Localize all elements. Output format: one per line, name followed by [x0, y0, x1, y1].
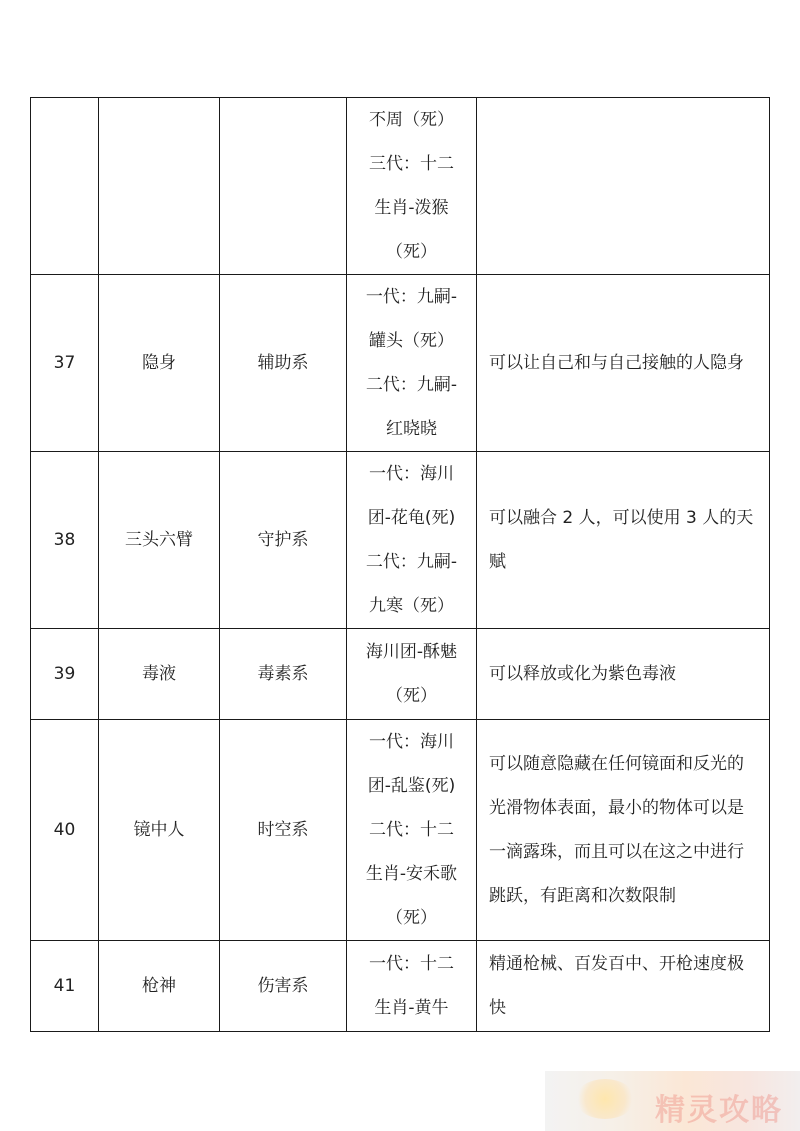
row-number: 41 [31, 941, 99, 1032]
inheritor-line: 罐头（死） [369, 331, 454, 351]
inheritors-cell [347, 941, 477, 1032]
inheritor-line: 一代：十二 [369, 954, 454, 974]
talent-effect: 可以随意隐藏在任何镜面和反光的光滑物体表面，最小的物体可以是一滴露珠，而且可以在这之中进行跳跃，有距离和次数限制 [477, 720, 770, 941]
talent-name: 枪神 [99, 941, 220, 1032]
inheritors-cell [347, 275, 477, 452]
talent-effect: 可以融合 2 人，可以使用 3 人的天赋 [477, 452, 770, 629]
talent-type: 时空系 [220, 720, 347, 941]
table-row [31, 941, 770, 1032]
inheritor-line: 二代：九嗣- [365, 375, 458, 395]
row-number: 37 [31, 275, 99, 452]
inheritor-line: 团-花龟(死) [367, 508, 456, 528]
talent-name: 毒液 [99, 629, 220, 720]
row-number: 38 [31, 452, 99, 629]
inheritors-cell [347, 98, 477, 275]
table-row [31, 275, 770, 452]
talent-name: 三头六臂 [99, 452, 220, 629]
inheritor-line: 红晓晓 [386, 419, 437, 439]
inheritor-line: 二代：十二 [369, 820, 454, 840]
talent-type: 守护系 [220, 452, 347, 629]
inheritor-line: 一代：海川 [369, 732, 454, 752]
talent-effect [477, 98, 770, 275]
inheritor-line: （死） [386, 242, 437, 262]
inheritor-line: 一代：海川 [369, 464, 454, 484]
table-row [31, 98, 770, 275]
row-number: 40 [31, 720, 99, 941]
inheritor-line: （死） [386, 908, 437, 928]
inheritors-cell [347, 629, 477, 720]
inheritor-line: 团-乱鉴(死) [367, 776, 456, 796]
inheritor-line: 二代：九嗣- [365, 552, 458, 572]
inheritor-line: 海川团-酥魅 [365, 642, 458, 662]
row-number [31, 98, 99, 275]
flame-icon [575, 1079, 635, 1119]
inheritor-line: 三代：十二 [369, 154, 454, 174]
row-number: 39 [31, 629, 99, 720]
watermark-logo [545, 1071, 800, 1131]
inheritor-line: 生肖-黄牛 [374, 998, 449, 1018]
inheritor-line: 生肖-安禾歌 [365, 864, 458, 884]
table-row [31, 629, 770, 720]
talent-type: 伤害系 [220, 941, 347, 1032]
inheritor-line: 九寒（死） [369, 596, 454, 616]
inheritor-line: 不周（死） [369, 110, 454, 130]
talent-name: 隐身 [99, 275, 220, 452]
talent-type: 辅助系 [220, 275, 347, 452]
talent-name: 镜中人 [99, 720, 220, 941]
inheritor-line: 一代：九嗣- [365, 287, 458, 307]
watermark-text: 精灵攻略 [655, 1093, 783, 1128]
talent-effect: 精通枪械、百发百中、开枪速度极快 [477, 941, 770, 1032]
talent-name [99, 98, 220, 275]
inheritors-cell [347, 452, 477, 629]
talent-effect: 可以让自己和与自己接触的人隐身 [477, 275, 770, 452]
table-row [31, 720, 770, 941]
talent-type [220, 98, 347, 275]
inheritors-cell [347, 720, 477, 941]
talent-type: 毒素系 [220, 629, 347, 720]
inheritor-line: （死） [386, 686, 437, 706]
talent-effect: 可以释放或化为紫色毒液 [477, 629, 770, 720]
table-row [31, 452, 770, 629]
inheritor-line: 生肖-泼猴 [374, 198, 449, 218]
talent-table [30, 97, 770, 1032]
